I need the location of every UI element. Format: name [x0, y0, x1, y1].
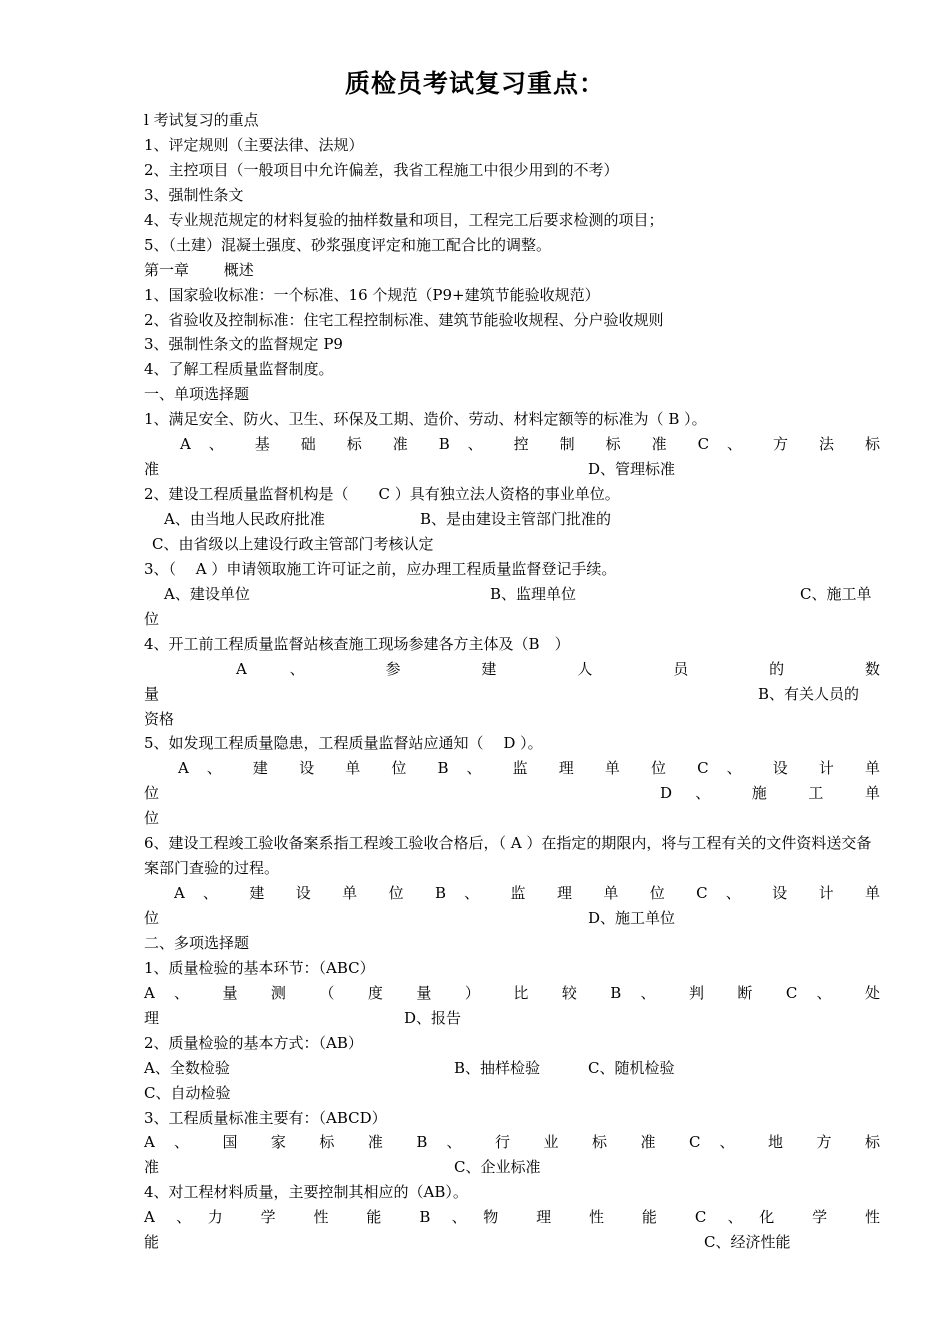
- option-d: D 、 施 工 单: [660, 784, 880, 803]
- text-line: 4、专业规范规定的材料复验的抽样数量和项目，工程完工后要求检测的项目；: [144, 210, 664, 229]
- option-a: A、由当地人民政府批准: [164, 510, 325, 528]
- option-wrap: 位: [144, 909, 160, 928]
- document-title: 质检员考试复习重点：: [344, 69, 605, 98]
- options-text: A 、 基 础 标 准 B 、 控 制 标 准 C 、 方 法 标: [180, 435, 880, 454]
- multi-question-4: 4、对工程材料质量，主要控制其相应的（AB）。: [144, 1183, 468, 1202]
- option-a: A、全数检验: [144, 1058, 230, 1077]
- option-line: [144, 432, 880, 457]
- text-line: 1、国家验收标准：一个标准、16 个规范（P9+建筑节能验收规范）: [144, 285, 600, 304]
- option-d: D、报告: [404, 1008, 462, 1027]
- text-line: 1、评定规则（主要法律、法规）: [144, 135, 364, 154]
- option-b: B、是由建设主管部门批准的: [420, 510, 612, 528]
- options-text: A 、力 学 性 能 B 、物 理 性 能 C 、化 学 性: [144, 1208, 880, 1227]
- option-c: C、随机检验: [588, 1058, 675, 1077]
- question-5: 5、如发现工程质量隐患，工程质量监督站应通知（ D ）。: [144, 734, 543, 753]
- option-wrap-line: [144, 682, 880, 707]
- option-d: C、自动检验: [144, 1083, 231, 1102]
- option-d: D、管理标准: [588, 460, 676, 479]
- option-wrap: 量: [144, 684, 160, 703]
- option-wrap: 资格: [144, 709, 175, 728]
- options-text: A 、 建 设 单 位 B 、 监 理 单 位 C 、 设 计 单: [174, 884, 880, 903]
- option-wrap-line: [144, 1155, 880, 1180]
- options-text: A 、 国 家 标 准 B 、 行 业 标 准 C 、 地 方 标: [144, 1133, 880, 1152]
- text-line: l 考试复习的重点: [144, 111, 259, 129]
- option-c: C、施工单: [800, 584, 872, 603]
- option-b: B、抽样检验: [454, 1058, 541, 1077]
- multi-question-3: 3、工程质量标准主要有：（ABCD）: [144, 1108, 387, 1127]
- option-wrap: 准: [144, 460, 160, 479]
- multi-question-2: 2、质量检验的基本方式：（AB）: [144, 1033, 363, 1052]
- option-d: D、施工单位: [588, 909, 676, 928]
- option-b: B、有关人员的: [758, 684, 860, 703]
- option-line: [144, 981, 880, 1006]
- options-text: A 、 量 测 （ 度 量 ） 比 较 B 、 判 断 C 、 处: [144, 983, 880, 1002]
- multi-question-1: 1、质量检验的基本环节：（ABC）: [144, 958, 375, 977]
- option-wrap: 能: [144, 1233, 160, 1252]
- option-line: [144, 657, 880, 682]
- text-line: 4、了解工程质量监督制度。: [144, 360, 334, 379]
- question-6: 6、建设工程竣工验收备案系指工程竣工验收合格后，（ A ）在指定的期限内，将与工程有关的文件资料送交备案部门查验的过程。: [144, 834, 872, 878]
- question-4: 4、开工前工程质量监督站核查施工现场参建各方主体及（B ）: [144, 634, 570, 653]
- option-d: C、经济性能: [704, 1233, 791, 1252]
- option-b: B、监理单位: [490, 584, 577, 603]
- option-wrap: 位: [144, 809, 160, 828]
- text-line: 2、省验收及控制标准：住宅工程控制标准、建筑节能验收规程、分户验收规则: [144, 310, 664, 329]
- question-1: 1、满足安全、防火、卫生、环保及工期、造价、劳动、材料定额等的标准为（ B ）。: [144, 410, 707, 429]
- option-line: [144, 756, 880, 781]
- option-wrap: 准: [144, 1158, 160, 1177]
- option-c: C、由省级以上建设行政主管部门考核认定: [152, 534, 434, 553]
- section-heading: 一、单项选择题: [144, 385, 250, 404]
- text-line: 2、主控项目（一般项目中允许偏差，我省工程施工中很少用到的不考）: [144, 160, 619, 179]
- option-wrap-line: [144, 906, 880, 931]
- section-heading: 二、多项选择题: [144, 933, 250, 952]
- option-line: [144, 507, 880, 532]
- option-wrap-line: [144, 1230, 880, 1255]
- question-3: 3、（ A ）申请领取施工许可证之前，应办理工程质量监督登记手续。: [144, 559, 617, 578]
- option-a: A、建设单位: [164, 584, 250, 603]
- text-line: 3、强制性条文: [144, 185, 244, 204]
- option-line: [144, 1130, 880, 1155]
- option-line: [144, 881, 880, 906]
- option-line: [144, 582, 880, 607]
- chapter-heading: 第一章 概述: [144, 260, 254, 279]
- document-body: [144, 108, 880, 1255]
- option-wrap: 位: [144, 784, 160, 803]
- option-wrap-line: [144, 1006, 880, 1031]
- options-text: A 、 建 设 单 位 B 、 监 理 单 位 C 、 设 计 单: [178, 759, 880, 778]
- text-line: 3、强制性条文的监督规定 P9: [144, 335, 343, 354]
- option-wrap-line: [144, 781, 880, 806]
- option-d: C、企业标准: [454, 1158, 541, 1177]
- option-wrap-line: [144, 457, 880, 482]
- option-wrap: 理: [144, 1008, 160, 1027]
- options-text: A 、 参 建 人 员 的 数: [236, 659, 880, 678]
- question-2: 2、建设工程质量监督机构是（ C ）具有独立法人资格的事业单位。: [144, 485, 620, 504]
- text-line: 5、（土建）混凝土强度、砂浆强度评定和施工配合比的调整。: [144, 235, 552, 254]
- option-line: [144, 1056, 880, 1081]
- option-wrap: 位: [144, 609, 160, 628]
- option-line: [144, 1205, 880, 1230]
